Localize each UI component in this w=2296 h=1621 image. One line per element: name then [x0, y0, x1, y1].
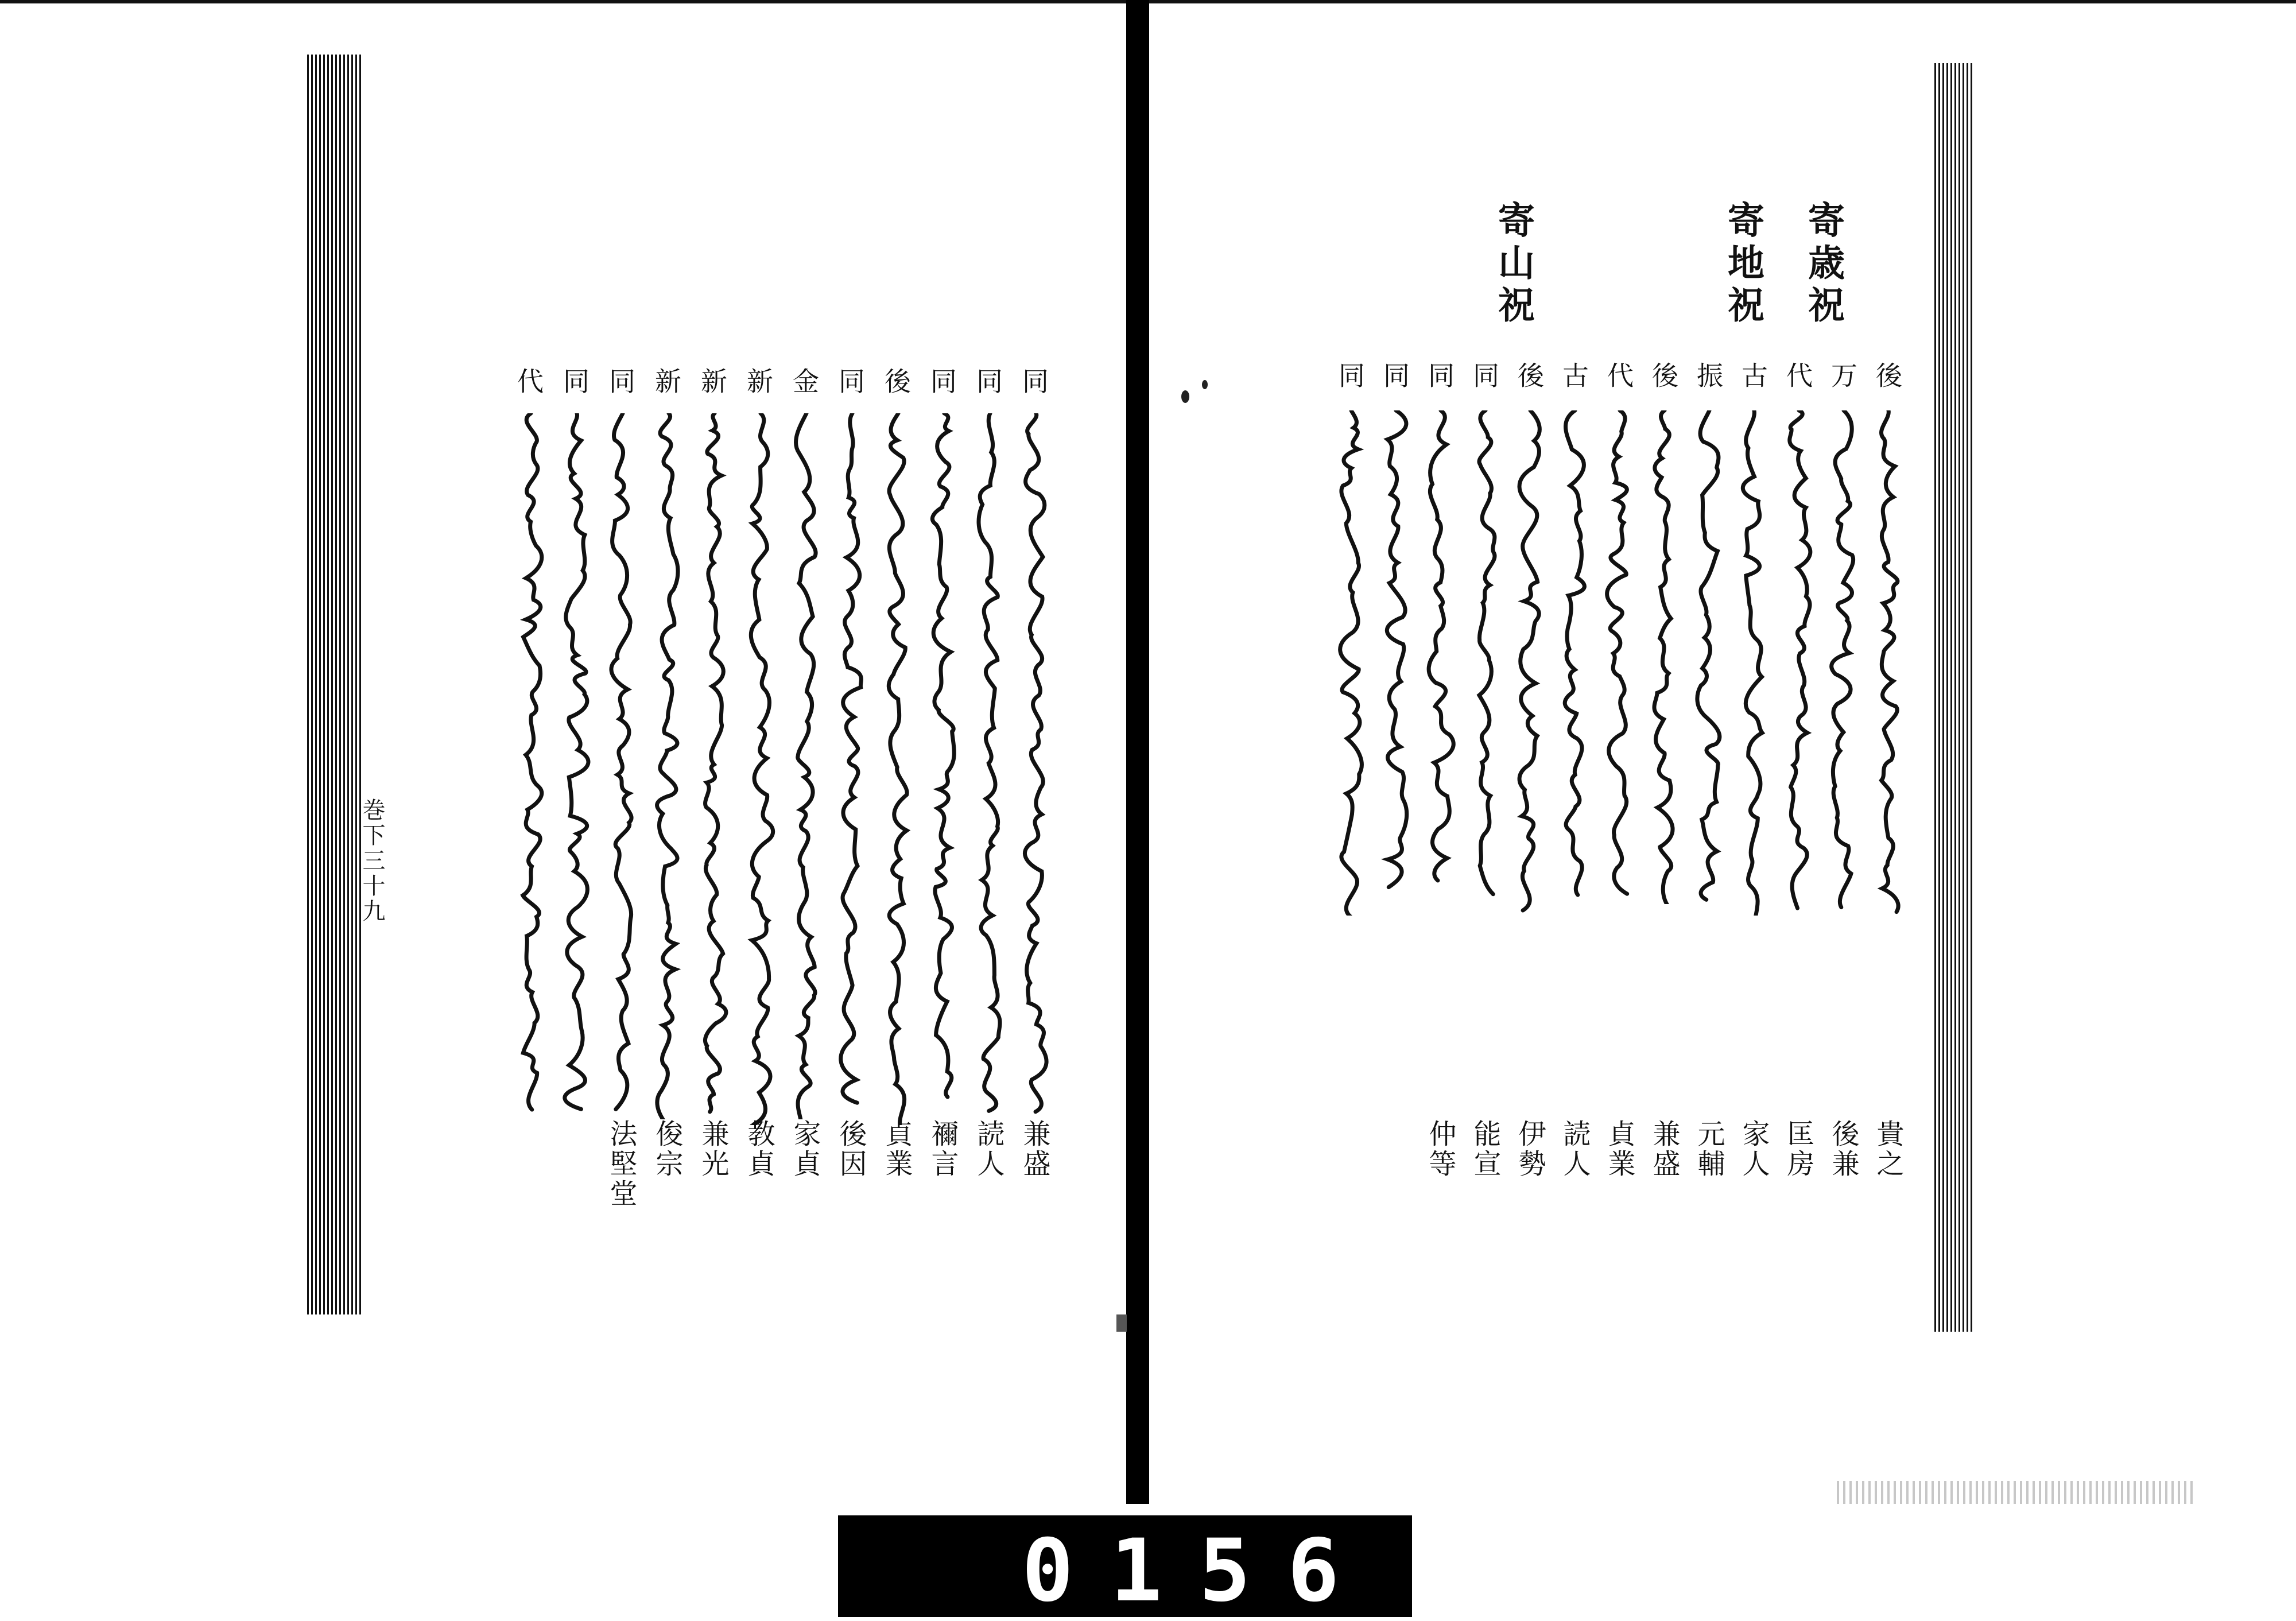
- left-page: [298, 34, 1091, 1320]
- line-label: 新: [651, 367, 682, 397]
- gutter-mark: [1116, 1314, 1127, 1332]
- poem-line: [551, 413, 603, 1119]
- line-label: 古: [1737, 362, 1768, 391]
- poet-name: 元輔: [1693, 1119, 1725, 1179]
- line-label: 後: [1648, 362, 1679, 391]
- right-page: [1165, 34, 1980, 1320]
- poem-line: [689, 413, 740, 1119]
- poet-name: 兼盛: [1648, 1119, 1680, 1179]
- poem-line: [827, 413, 878, 1114]
- section-heading: 寄地祝: [1721, 201, 1764, 328]
- line-label: 新: [743, 367, 774, 397]
- line-label: 同: [972, 367, 1003, 397]
- poet-name: 仲等: [1424, 1119, 1456, 1179]
- line-label: 同: [559, 367, 590, 397]
- line-label: 同: [1335, 362, 1366, 391]
- poet-name: 伊勢: [1514, 1119, 1546, 1179]
- poet-name: 貞業: [881, 1119, 913, 1179]
- poet-name: 禰言: [926, 1119, 959, 1179]
- line-label: 代: [1603, 362, 1634, 391]
- line-label: 後: [1872, 362, 1903, 391]
- line-label: 同: [1469, 362, 1500, 391]
- poem-line: [781, 413, 832, 1119]
- line-label: 同: [835, 367, 866, 397]
- line-label: 後: [881, 367, 912, 397]
- line-label: 代: [513, 367, 544, 397]
- poet-name: 後因: [835, 1119, 867, 1179]
- poet-name: 読人: [972, 1119, 1004, 1179]
- poet-name: 後兼: [1827, 1119, 1859, 1179]
- book-gutter: [1126, 0, 1149, 1504]
- poem-line: [643, 413, 695, 1119]
- poem-line: [1773, 410, 1825, 921]
- poem-line: [1010, 413, 1062, 1125]
- poem-line: [1684, 410, 1735, 916]
- poem-line: [1818, 410, 1870, 916]
- poem-line: [1504, 410, 1556, 916]
- poem-line: [1728, 410, 1780, 916]
- line-label: 万: [1827, 362, 1858, 391]
- line-label: 同: [1018, 367, 1049, 397]
- folio-number: 巻下三十九: [359, 798, 385, 924]
- frame-number: 0156: [1022, 1521, 1376, 1621]
- poem-line: [1549, 410, 1601, 910]
- poem-line: [1325, 410, 1377, 916]
- poet-name: 読人: [1558, 1119, 1591, 1179]
- poem-line: [735, 413, 786, 1125]
- line-label: 同: [605, 367, 636, 397]
- poem-line: [918, 413, 970, 1119]
- poet-name: 俊宗: [651, 1119, 683, 1179]
- poem-line: [1370, 410, 1422, 904]
- poet-name: 匡房: [1782, 1119, 1814, 1179]
- poem-line: [1639, 410, 1690, 904]
- scan-noise: [1837, 1481, 2193, 1504]
- line-label: 代: [1782, 362, 1813, 391]
- line-label: 同: [926, 367, 957, 397]
- poet-name: 家人: [1737, 1119, 1770, 1179]
- section-heading: 寄山祝: [1492, 201, 1535, 328]
- poem-line: [505, 413, 557, 1125]
- poem-line: [872, 413, 924, 1125]
- line-label: 同: [1424, 362, 1455, 391]
- poem-line: [1594, 410, 1646, 916]
- ink-smudge: [1202, 380, 1208, 389]
- poet-name: 法堅堂: [605, 1119, 637, 1209]
- line-label: 後: [1514, 362, 1545, 391]
- poet-name: 貞業: [1603, 1119, 1635, 1179]
- section-heading: 寄歳祝: [1802, 201, 1845, 328]
- poet-name: 貴之: [1872, 1119, 1904, 1179]
- line-label: 金: [789, 367, 820, 397]
- poem-line: [964, 413, 1016, 1119]
- line-label: 振: [1693, 362, 1724, 391]
- poet-name: 家貞: [789, 1119, 821, 1179]
- line-label: 新: [697, 367, 728, 397]
- ink-smudge: [1181, 390, 1189, 403]
- line-label: 古: [1558, 362, 1589, 391]
- poem-line: [597, 413, 649, 1125]
- line-label: 同: [1379, 362, 1410, 391]
- poem-line: [1460, 410, 1511, 916]
- poet-name: 兼光: [697, 1119, 729, 1179]
- poet-name: 能宣: [1469, 1119, 1501, 1179]
- poet-name: 兼盛: [1018, 1119, 1050, 1179]
- poet-name: 教貞: [743, 1119, 775, 1179]
- poem-line: [1415, 410, 1467, 893]
- poem-line: [1863, 410, 1914, 921]
